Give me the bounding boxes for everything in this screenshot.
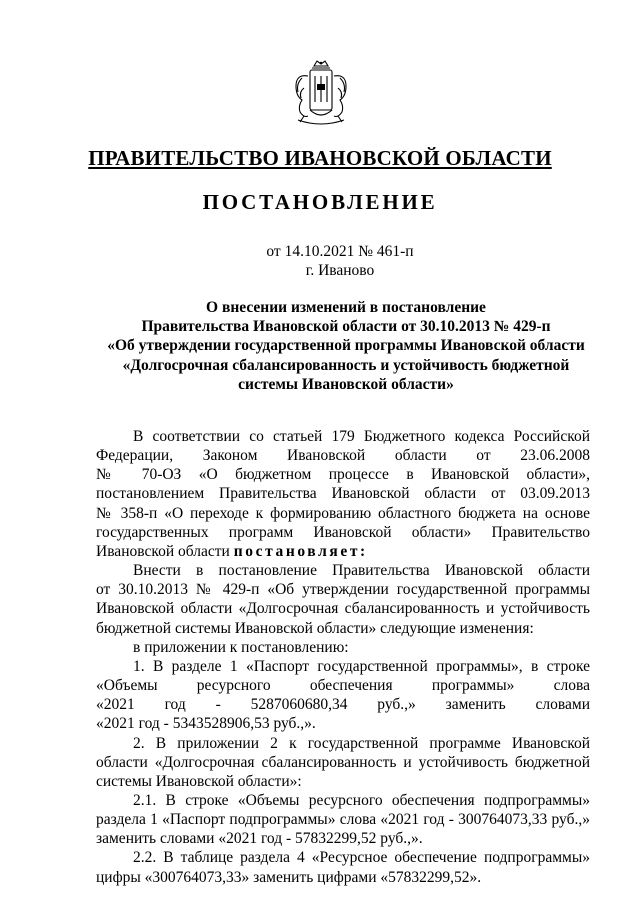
subject-line: системы Ивановской области» [238,375,454,393]
body-line: системы Ивановской области»: [96,772,302,790]
subject-line: О внесении изменений в постановление [206,299,486,316]
body-line: 1. В разделе 1 «Паспорт государственной программы», в строке [133,657,590,675]
body-line: государственных программ Ивановской области» Правительство [96,523,590,541]
body-line: Федерации, Законом Ивановской области от 23.06.2008 [96,447,590,465]
body-line: цифры «300764073,33» заменить цифрами «57832299,52». [96,868,482,886]
subject-line: «Долгосрочная сбалансированность и устойчивость бюджетной [122,356,570,374]
coat-of-arms-icon [290,58,352,126]
body-line: 2.1. В строке «Объемы ресурсного обеспечения подпрограммы» [133,791,590,809]
body-line [96,542,590,561]
government-title: ПРАВИТЕЛЬСТВО ИВАНОВСКОЙ ОБЛАСТИ [88,146,552,170]
city: г. Иваново [305,262,375,279]
body-line: № 358-п «О переходе к формированию областного бюджета на основе [96,504,590,522]
body-line: в приложении к постановлению: [133,638,349,656]
body-line: 2. В приложении 2 к государственной программе Ивановской [133,734,590,752]
body-line: от 30.10.2013 № 429-п «Об утверждении государственной программы [96,581,590,599]
subject-line: «Об утверждении государственной программы Ивановской области [107,337,585,355]
body-line: № 70-ОЗ «О бюджетном процессе в Ивановской области», [96,466,590,484]
body-text: Ивановской области [96,542,234,560]
body-line: «2021 год - 5287060680,34 руб.,» заменить словами [96,696,590,714]
body-line: «Объемы ресурсного обеспечения программы» слова [96,677,590,695]
body-line: В соответствии со статьей 179 Бюджетного кодекса Российской [133,428,590,445]
body-line: бюджетной системы Ивановской области» следующие изменения: [96,619,534,637]
body-line: 2.2. В таблице раздела 4 «Ресурсное обеспечение подпрограммы» [133,849,590,867]
body-line: области «Долгосрочная сбалансированность и устойчивость бюджетной [96,753,590,771]
body-line: Внести в постановление Правительства Ивановской области [133,562,590,580]
body-line: постановлением Правительства Ивановской области от 03.09.2013 [96,485,590,503]
document-subject [96,298,596,394]
date-number: от 14.10.2021 № 461-п [266,243,414,260]
body-line: «2021 год - 5343528906,53 руб.,». [96,715,316,733]
body-line: раздела 1 «Паспорт подпрограммы» слова «2021 год - 300764073,33 руб.,» [96,811,590,829]
subject-line: Правительства Ивановской области от 30.10.2013 № 429-п [141,318,551,336]
document-body [96,427,590,887]
body-line: заменить словами «2021 год - 57832299,52 руб.,». [96,830,423,848]
document-type: ПОСТАНОВЛЕНИЕ [202,190,438,214]
body-line: Ивановской области «Долгосрочная сбалансированность и устойчивость [96,600,590,618]
decree-word: постановляет: [233,542,368,560]
